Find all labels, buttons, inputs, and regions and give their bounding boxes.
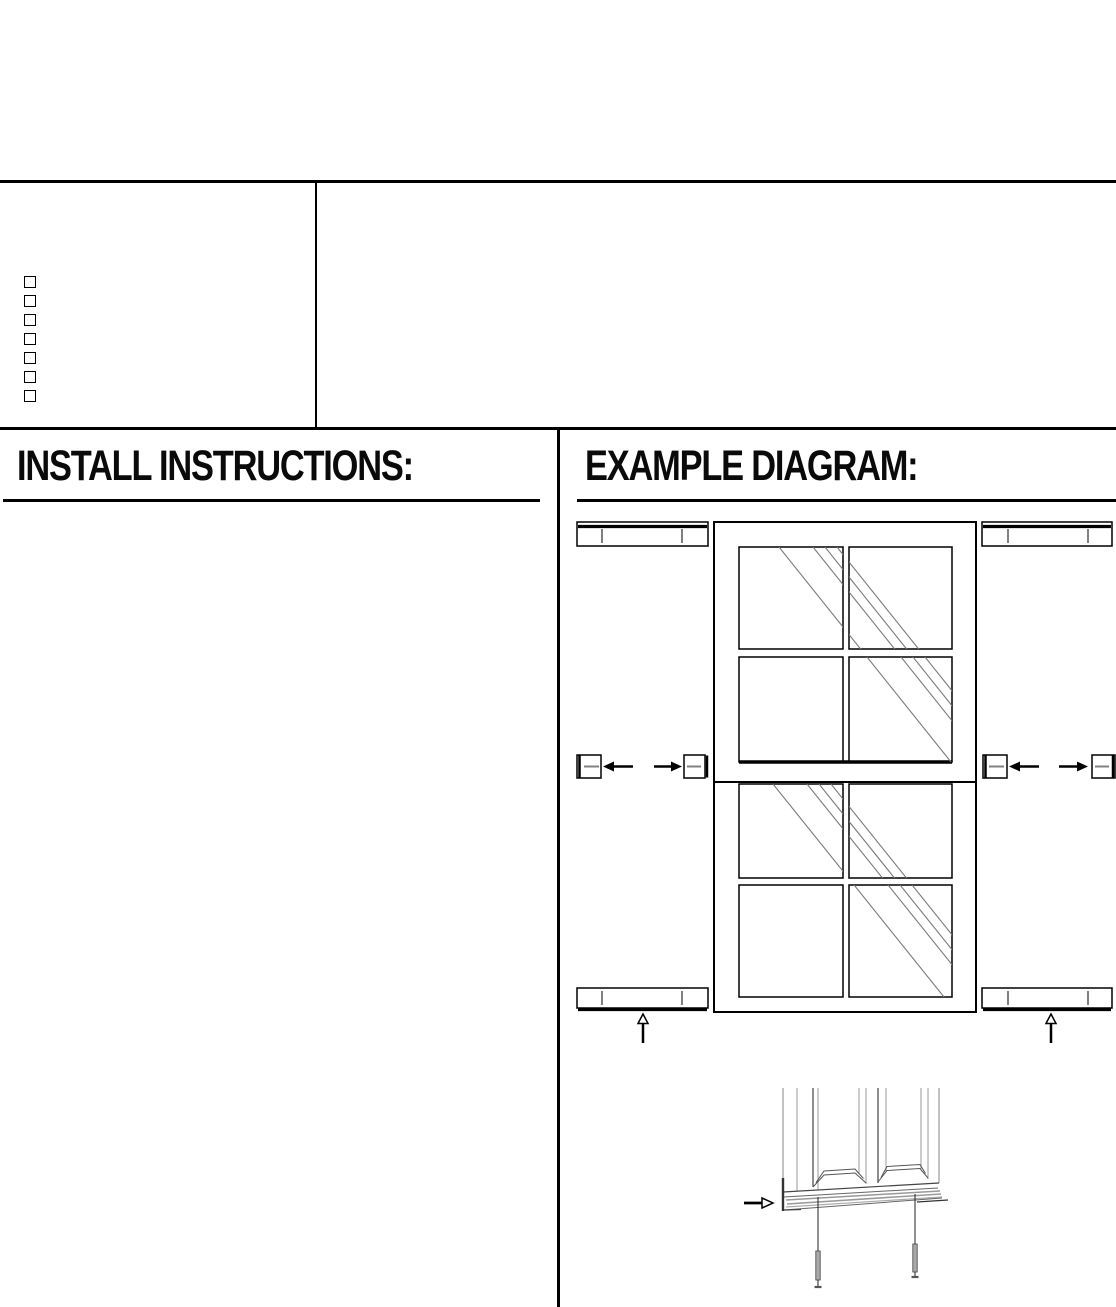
checkbox[interactable] — [24, 371, 36, 383]
bottom-left-hang-strip — [577, 988, 708, 1010]
screw-icon — [815, 1197, 822, 1287]
example-diagram-heading: EXAMPLE DIAGRAM: — [585, 442, 918, 490]
sill-arrow-icon — [744, 1198, 773, 1208]
top-rule — [0, 180, 1116, 183]
left-inner-mount-block — [684, 755, 707, 778]
right-arrow-icon — [1059, 762, 1088, 772]
window-frame — [714, 522, 976, 1012]
checkbox[interactable] — [24, 352, 36, 364]
checkbox[interactable] — [24, 333, 36, 345]
top-right-hang-strip — [982, 522, 1112, 546]
checkbox-column — [24, 276, 36, 402]
glass-glare-lines-upper — [779, 547, 1009, 762]
screw-icon — [912, 1194, 919, 1277]
up-arrow-icon — [638, 1014, 648, 1043]
up-arrow-icon — [1046, 1014, 1056, 1043]
left-outer-mount-block — [577, 755, 601, 778]
example-heading-underline — [577, 499, 1116, 502]
checkbox[interactable] — [24, 276, 36, 288]
bottom-right-hang-strip — [982, 988, 1112, 1010]
checkbox[interactable] — [24, 390, 36, 402]
lower-sash — [739, 784, 952, 997]
checkbox[interactable] — [24, 295, 36, 307]
checkbox[interactable] — [24, 314, 36, 326]
install-heading-underline — [3, 499, 540, 502]
left-arrow-icon — [603, 762, 633, 772]
example-diagram — [556, 510, 1116, 1307]
upper-section-divider — [315, 181, 317, 428]
left-arrow-icon — [1009, 762, 1039, 772]
top-left-hang-strip — [577, 522, 708, 546]
shutter-bottom-detail — [744, 1088, 948, 1287]
panel-bevels — [813, 1165, 928, 1188]
glass-glare-lines-lower — [773, 784, 1002, 997]
install-instructions-heading: INSTALL INSTRUCTIONS: — [17, 442, 413, 490]
right-inner-mount-block — [983, 755, 1007, 778]
right-arrow-icon — [654, 762, 682, 772]
right-outer-mount-block — [1092, 755, 1115, 778]
upper-sash — [739, 547, 952, 762]
